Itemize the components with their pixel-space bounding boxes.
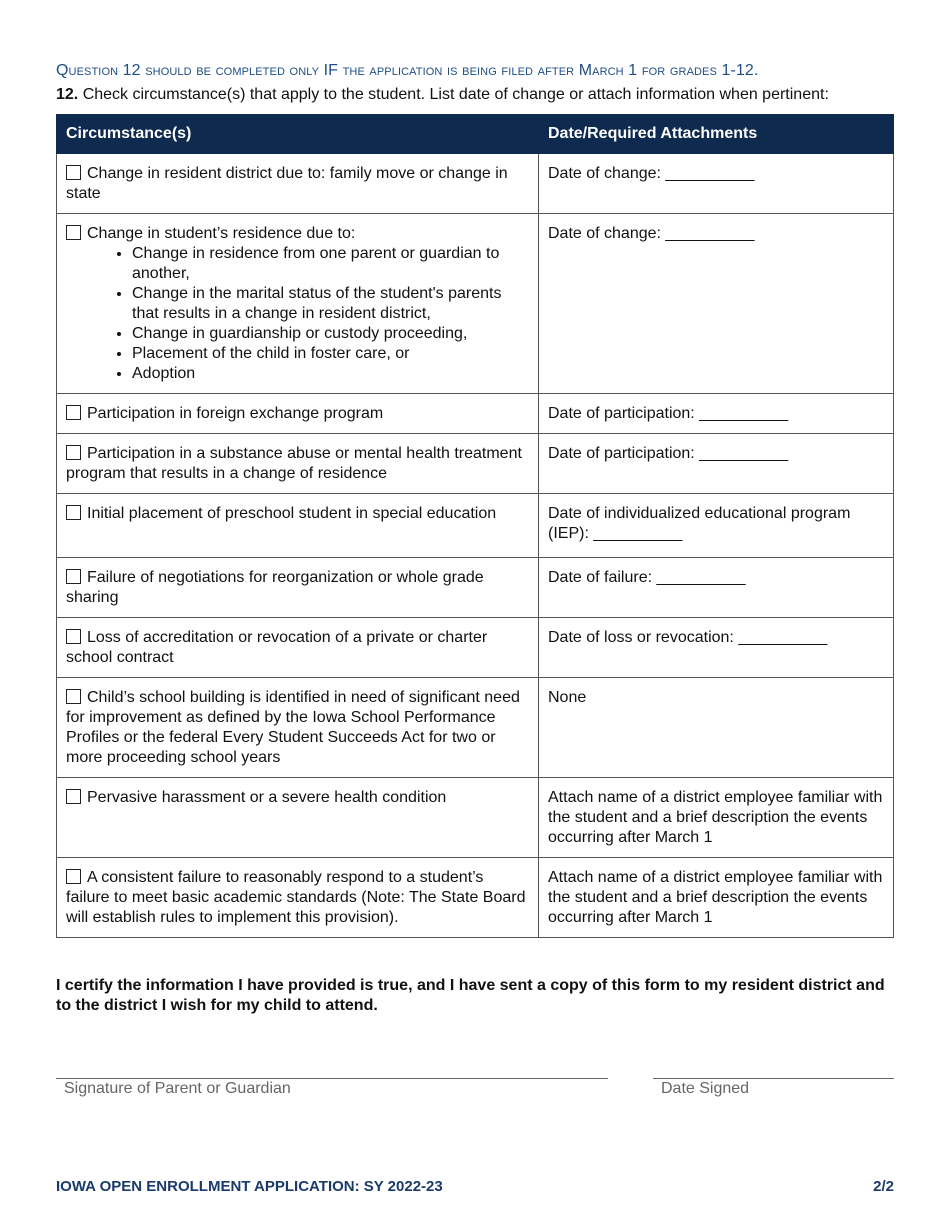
circumstance-text: Change in resident district due to: family move or change in state xyxy=(66,165,508,202)
question-number: 12. xyxy=(56,86,79,103)
checkbox[interactable] xyxy=(66,569,81,584)
checkbox[interactable] xyxy=(66,869,81,884)
bullet-list xyxy=(66,244,529,384)
circumstance-cell xyxy=(57,394,539,434)
table-row xyxy=(57,858,894,938)
circumstance-cell xyxy=(57,778,539,858)
date-cell: Date of participation: __________ xyxy=(539,434,894,494)
circumstance-text: Participation in a substance abuse or mental health treatment program that results in a change of residence xyxy=(66,445,522,482)
checkbox[interactable] xyxy=(66,165,81,180)
question-instruction: Question 12 should be completed only IF the application is being filed after March 1 for grades 1-12. xyxy=(56,62,759,79)
checkbox[interactable] xyxy=(66,225,81,240)
date-cell: Date of failure: __________ xyxy=(539,558,894,618)
checkbox[interactable] xyxy=(66,445,81,460)
circumstance-text: Child’s school building is identified in need of significant need for improvement as defined by the Iowa School Performance Profiles or the federal Every Student Succeeds Act for two or more proceeding school years xyxy=(66,689,520,766)
circumstance-cell xyxy=(57,858,539,938)
list-item: • Change in residence from one parent or guardian to another, xyxy=(132,244,529,284)
checkbox[interactable] xyxy=(66,789,81,804)
date-cell: Date of participation: __________ xyxy=(539,394,894,434)
circumstance-cell xyxy=(57,214,539,394)
page-number: 2/2 xyxy=(873,1178,894,1195)
checkbox[interactable] xyxy=(66,629,81,644)
date-signed-label: Date Signed xyxy=(661,1080,750,1097)
date-cell: Date of change: __________ xyxy=(539,154,894,214)
table-row xyxy=(57,678,894,778)
table-row xyxy=(57,494,894,558)
checkbox[interactable] xyxy=(66,405,81,420)
header-circumstances: Circumstance(s) xyxy=(57,115,539,154)
table-row xyxy=(57,154,894,214)
circumstance-text: Initial placement of preschool student in special education xyxy=(87,505,497,522)
table-header-row xyxy=(57,115,894,154)
list-item: • Placement of the child in foster care, or xyxy=(132,344,529,364)
circumstance-cell xyxy=(57,678,539,778)
list-item: • Change in the marital status of the student's parents that results in a change in resident district, xyxy=(132,284,529,324)
header-date-attachments: Date/Required Attachments xyxy=(539,115,894,154)
circumstance-text: Pervasive harassment or a severe health condition xyxy=(87,789,447,806)
circumstance-cell xyxy=(57,558,539,618)
circumstance-text: Loss of accreditation or revocation of a private or charter school contract xyxy=(66,629,488,666)
date-cell: None xyxy=(539,678,894,778)
checkbox[interactable] xyxy=(66,505,81,520)
table-row xyxy=(57,618,894,678)
circumstances-table xyxy=(56,114,894,938)
signature-label: Signature of Parent or Guardian xyxy=(64,1080,291,1097)
table-row xyxy=(57,558,894,618)
circumstance-text: A consistent failure to reasonably respond to a student’s failure to meet basic academic standards (Note: The State Board will establish rules to implement this provision). xyxy=(66,869,526,926)
question-text: Check circumstance(s) that apply to the student. List date of change or attach information when pertinent: xyxy=(82,86,829,103)
signature-line[interactable] xyxy=(56,1078,608,1079)
circumstance-text: Participation in foreign exchange program xyxy=(87,405,384,422)
date-cell: Date of individualized educational program (IEP): __________ xyxy=(539,494,894,558)
question-12 xyxy=(56,86,916,104)
date-signed-line[interactable] xyxy=(653,1078,894,1079)
date-cell: Attach name of a district employee familiar with the student and a brief description the events occurring after March 1 xyxy=(539,778,894,858)
table-row xyxy=(57,214,894,394)
circumstance-cell xyxy=(57,494,539,558)
footer-title: IOWA OPEN ENROLLMENT APPLICATION: SY 2022-23 xyxy=(56,1178,443,1195)
list-item: • Change in guardianship or custody proceeding, xyxy=(132,324,529,344)
checkbox[interactable] xyxy=(66,689,81,704)
certification-statement: I certify the information I have provided is true, and I have sent a copy of this form to my resident district and to the district I wish for my child to attend. xyxy=(56,977,885,1014)
circumstance-cell xyxy=(57,618,539,678)
circumstance-cell xyxy=(57,154,539,214)
table-row xyxy=(57,434,894,494)
circumstance-text: Failure of negotiations for reorganization or whole grade sharing xyxy=(66,569,484,606)
date-cell: Date of loss or revocation: __________ xyxy=(539,618,894,678)
circumstance-cell xyxy=(57,434,539,494)
circumstance-text: Change in student’s residence due to: xyxy=(87,225,356,242)
list-item: • Adoption xyxy=(132,364,529,384)
date-cell: Attach name of a district employee familiar with the student and a brief description the events occurring after March 1 xyxy=(539,858,894,938)
table-row xyxy=(57,778,894,858)
table-row xyxy=(57,394,894,434)
date-cell: Date of change: __________ xyxy=(539,214,894,394)
